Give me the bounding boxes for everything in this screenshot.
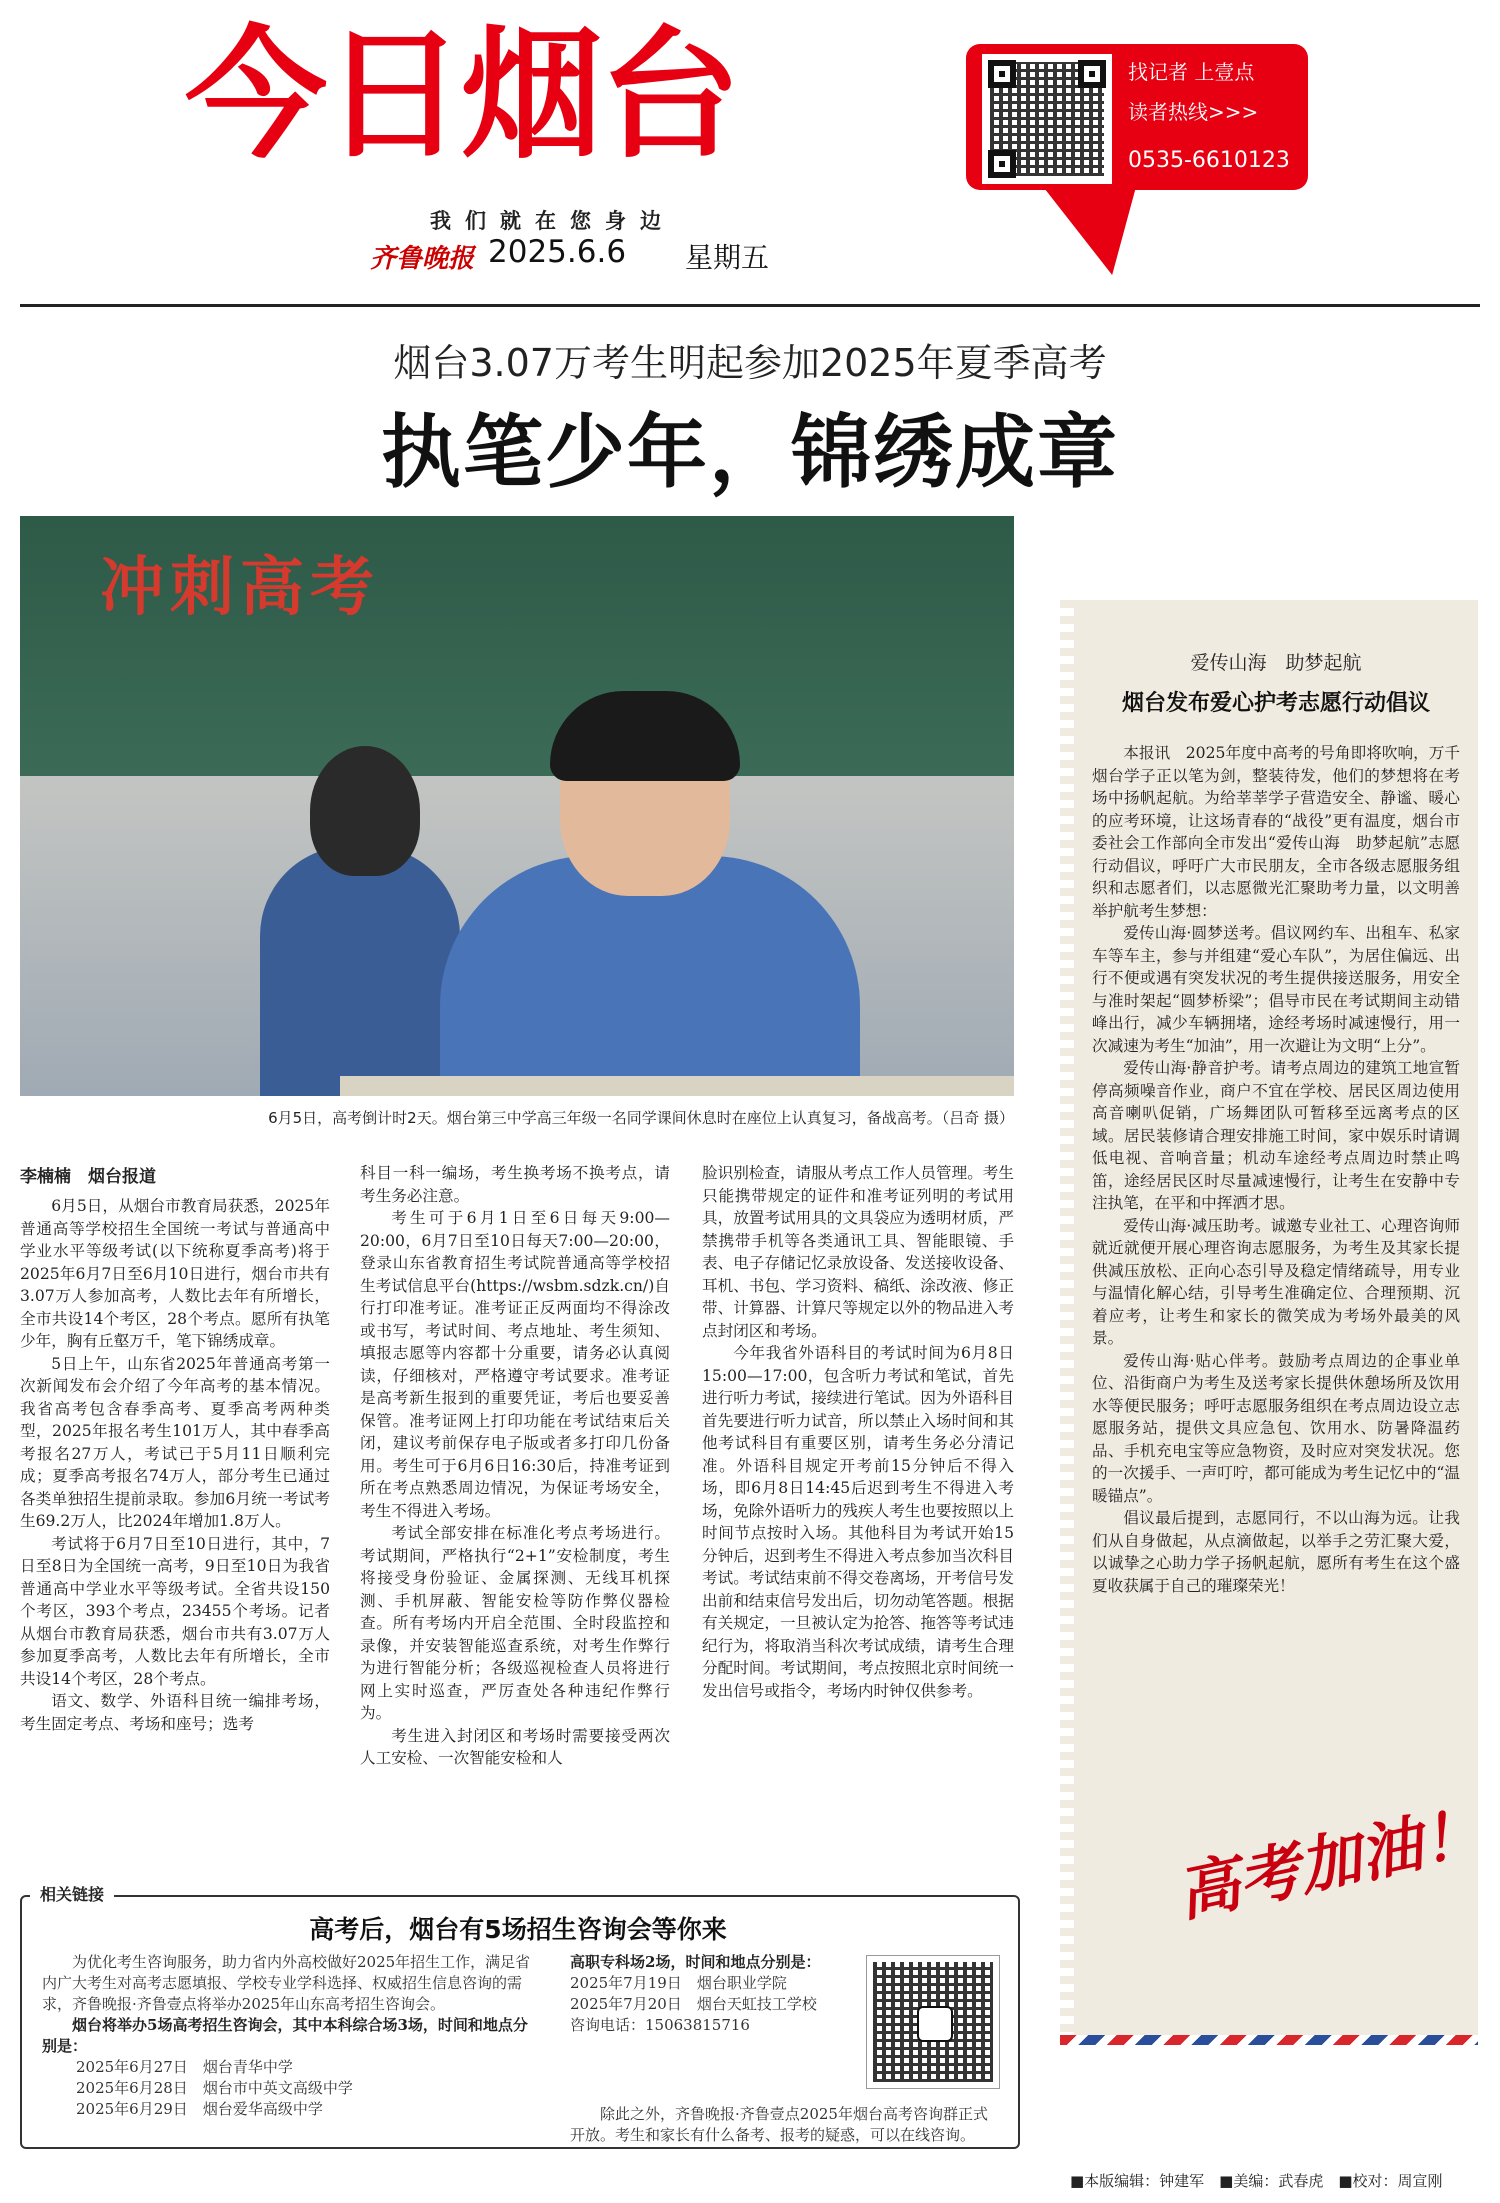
- editor-credits: ■本版编辑：钟建军 ■美编：武春虎 ■校对：周宣刚: [1070, 2172, 1443, 2190]
- paragraph: 爱传山海·圆梦送考。倡议网约车、出租车、私家车等车主，参与并组建“爱心车队”，为居住偏远、出行不便或遇有突发状况的考生提供接送服务，用安全与准时架起“圆梦桥梁”；倡导市民在考试期间主动错峰出行，减少车辆拥堵，途经考场时减速慢行，用一次减速为考生“加油”，用一次避让为文明“上分”。: [1092, 924, 1460, 1055]
- masthead-divider: [20, 304, 1480, 307]
- issue-date: 2025.6.6: [488, 234, 627, 270]
- session-place: 烟台青华中学: [202, 2058, 293, 2076]
- article-column-2: [360, 1162, 670, 1770]
- qr-code-icon[interactable]: [866, 1955, 1000, 2089]
- qr-code-icon[interactable]: [982, 54, 1112, 184]
- paragraph: 5日上午，山东省2025年普通高考第一次新闻发布会介绍了今年高考的基本情况。我省高考包含春季高考、夏季高考两种类型，2025年报名考生101万人，其中春季高考报名27万人，考试已于5月11日顺利完成；夏季高考报名74万人，部分考生已通过各类单独招生提前录取。参加6月统一考试考生69.2万人，比2024年增加1.8万人。: [20, 1354, 330, 1530]
- sidebar-kicker: 爱传山海 助梦起航: [1190, 652, 1362, 674]
- related-title: 高考后，烟台有5场招生咨询会等你来: [309, 1915, 727, 1944]
- session-date: 2025年6月27日: [76, 2058, 188, 2076]
- sidebar-edge: [1060, 600, 1074, 2035]
- related-extra: [570, 2104, 1000, 2146]
- consult-phone[interactable]: 咨询电话：15063815716: [570, 2016, 750, 2034]
- headline: 执笔少年，锦绣成章: [381, 406, 1119, 499]
- paragraph: 爱传山海·贴心伴考。鼓励考点周边的企事业单位、沿街商户为考生及送考家长提供休憩场所及饮用水等便民服务；呼吁志愿服务组织在考点周边设立志愿服务站，提供文具应急包、饮用水、防暑降温药品、手机充电宝等应急物资，及时应对突发状况。您的一次援手、一声叮咛，都可能成为考生记忆中的“温暖锚点”。: [1092, 1351, 1460, 1505]
- session-place: 烟台职业学院: [696, 1974, 787, 1992]
- paragraph: 考试将于6月7日至10日进行，其中，7日至8日为全国统一高考，9日至10日为我省普通高中学业水平等级考试。全省共设150个考区，393个考点，23455个考场。记者从烟台市教育局获悉，烟台市共有3.07万人参加夏季高考，人数比去年有所增长，全市共设14个考区，28个考点。: [20, 1534, 330, 1688]
- byline: 李楠楠 烟台报道: [20, 1167, 156, 1187]
- paragraph: 考生可于6月1日至6日每天9:00—20:00，6月7日至10日每天7:00—20:00，登录山东省教育招生考试院普通高等学校招生考试信息平台(https://wsbm.sdzk.cn/)自行打印准考证。准考证正反两面均不得涂改或书写，考试时间、考点地址、考生须知、填报志愿等内容都十分重要，请务必认真阅读，仔细核对，严格遵守考试要求。准考证是高考新生报到的重要凭证，考后也要妥善保管。准考证网上打印功能在考试结束后关闭，建议考前保存电子版或者多打印几份备用。考生可于6月6日16:30后，持准考证到所在考点熟悉周边情况，为保证考场安全，考生不得进入考场。: [360, 1209, 670, 1520]
- airmail-stripe: [1060, 2035, 1478, 2045]
- subheadline: 烟台3.07万考生明起参加2025年夏季高考: [393, 341, 1107, 385]
- session-date: 2025年6月29日: [76, 2100, 188, 2118]
- session-date: 2025年7月20日: [570, 1995, 682, 2013]
- issue-weekday: 星期五: [685, 241, 770, 274]
- paragraph: 爱传山海·减压助考。诚邀专业社工、心理咨询师就近就便开展心理咨询志愿服务，为考生及其家长提供减压放松、正向心态引导及稳定情绪疏导，用专业与温情化解心结，引导考生准确定位、合理预期、沉着应考，让考生和家长的微笑成为考场外最美的风景。: [1092, 1216, 1460, 1347]
- article-column-3: [702, 1162, 1014, 1702]
- sidebar-title: 烟台发布爱心护考志愿行动倡议: [1121, 691, 1430, 716]
- related-left: [42, 1952, 540, 2120]
- paragraph: 脸识别检查，请服从考点工作人员管理。考生只能携带规定的证件和准考证列明的考试用具，放置考试用具的文具袋应为透明材质，严禁携带手机等各类通讯工具、智能眼镜、手表、电子存储记忆录放设备、发送接收设备、耳机、书包、学习资料、稿纸、涂改液、修正带、计算器、计算尺等规定以外的物品进入考点封闭区和考场。: [702, 1164, 1014, 1340]
- newspaper-name: 齐鲁晚报: [370, 244, 475, 274]
- session-date: 2025年6月28日: [76, 2079, 188, 2097]
- undergrad-header: 烟台将举办5场高考招生咨询会，其中本科综合场3场，时间和地点分别是：: [42, 2016, 528, 2055]
- session-date: 2025年7月19日: [570, 1974, 682, 1992]
- session-place: 烟台市中英文高级中学: [202, 2079, 353, 2097]
- callout-line2: 读者热线>>>: [1128, 100, 1259, 124]
- sidebar-body: [1092, 742, 1460, 1597]
- masthead-title: 今日烟台: [185, 13, 737, 178]
- callout-line1: 找记者 上壹点: [1128, 60, 1255, 84]
- related-intro: 为优化考生咨询服务，助力省内外高校做好2025年招生工作，满足省内广大考生对高考志愿填报、学校专业学科选择、权威招生信息咨询的需求，齐鲁晚报·齐鲁壹点将举办2025年山东高考招生咨询会。: [42, 1953, 531, 2013]
- callout-phone[interactable]: 0535-6610123: [1128, 148, 1290, 173]
- callout-tail: [1038, 180, 1182, 275]
- paragraph: 除此之外，齐鲁晚报·齐鲁壹点2025年烟台高考咨询群正式开放。考生和家长有什么备考、报考的疑惑，可以在线咨询。: [570, 2105, 988, 2144]
- paragraph: 语文、数学、外语科目统一编排考场，考生固定考点、考场和座号；选考: [20, 1692, 330, 1733]
- paragraph: 本报讯 2025年度中高考的号角即将吹响，万千烟台学子正以笔为剑，整装待发，他们的梦想将在考场中扬帆起航。为给莘莘学子营造安全、静谧、暖心的应考环境，让这场青春的“战役”更有温度，烟台市委社会工作部向全市发出“爱传山海 助梦起航”志愿行动倡议，呼吁广大市民朋友，全市各级志愿服务组织和志愿者们，以志愿微光汇聚助考力量，以文明善举护航考生梦想：: [1092, 744, 1460, 920]
- paragraph: 6月5日，从烟台市教育局获悉，2025年普通高等学校招生全国统一考试与普通高中学业水平等级考试(以下统称夏季高考)将于2025年6月7日至6月10日进行，烟台市共有3.07万人参加高考，人数比去年有所增长，全市共设14个考区，28个考点。愿所有执笔少年，胸有丘壑万千，笔下锦绣成章。: [20, 1197, 330, 1350]
- paragraph: 爱传山海·静音护考。请考点周边的建筑工地宣暂停高频噪音作业，商户不宜在学校、居民区周边使用高音喇叭促销，广场舞团队可暂移至远离考点的区域。居民装修请合理安排施工时间，家中娱乐时请调低电视、音响音量；机动车途经考点周边时禁止鸣笛，途经居民区时尽量减速慢行，让考生在安静中专注执笔，在平和中挥洒才思。: [1092, 1059, 1460, 1212]
- article-column-1: [20, 1195, 330, 1735]
- photo-caption: 6月5日，高考倒计时2天。烟台第三中学高三年级一名同学课间休息时在座位上认真复习，备战高考。（吕奇 摄）: [268, 1109, 1014, 1127]
- session-place: 烟台天虹技工学校: [696, 1995, 817, 2013]
- paragraph: 今年我省外语科目的考试时间为6月8日15:00—17:00，包含听力考试和笔试，首先进行听力考试，接续进行笔试。因为外语科目首先要进行听力试音，所以禁止入场时间和其他考试科目有重要区别，请考生务必分清记准。外语科目规定开考前15分钟后不得入场，即6月8日14:45后迟到考生不得进入考场，免除外语听力的残疾人考生也要按照以上时间节点按时入场。其他科目为考试开始15分钟后，迟到考生不得进入考点参加当次科目考试。考试结束前不得交卷离场，开考信号发出前和结束信号发出后，切勿动笔答题。根据有关规定，一旦被认定为抢答、拖答等考试违纪行为，将取消当科次考试成绩，请考生合理分配时间。考试期间，考点按照北京时间统一发出信号或指令，考场内时钟仅供参考。: [702, 1344, 1014, 1700]
- chalkboard-text: 冲刺高考: [100, 551, 380, 625]
- related-right: [570, 1952, 860, 2036]
- paragraph: 倡议最后提到，志愿同行，不以山海为远。让我们从自身做起，从点滴做起，以举手之劳汇聚大爱，以诚挚之心助力学子扬帆起航，愿所有考生在这个盛夏收获属于自己的璀璨荣光！: [1092, 1509, 1460, 1595]
- paragraph: 科目一科一编场，考生换考场不换考点，请考生务必注意。: [360, 1164, 670, 1205]
- masthead-slogan: 我们就在您身边: [430, 209, 675, 233]
- paragraph: 考生进入封闭区和考场时需要接受两次人工安检、一次智能安检和人: [360, 1726, 670, 1767]
- related-tag: 相关链接: [30, 1882, 114, 1905]
- gaokao-cheer-art: 高考加油！: [1170, 1794, 1490, 1931]
- lead-photo: [20, 516, 1014, 1096]
- vocational-header: 高职专科场2场，时间和地点分别是：: [570, 1953, 821, 1971]
- session-place: 烟台爱华高级中学: [202, 2100, 323, 2118]
- paragraph: 考试全部安排在标准化考点考场进行。考试期间，严格执行“2+1”安检制度，考生将接受身份验证、金属探测、无线耳机探测、手机屏蔽、智能安检等防作弊仪器检查。所有考场内开启全范围、全时段监控和录像，并安装智能巡查系统，对考生作弊行为进行智能分析；各级巡视检查人员将进行网上实时巡查，严厉查处各种违纪作弊行为。: [360, 1524, 670, 1722]
